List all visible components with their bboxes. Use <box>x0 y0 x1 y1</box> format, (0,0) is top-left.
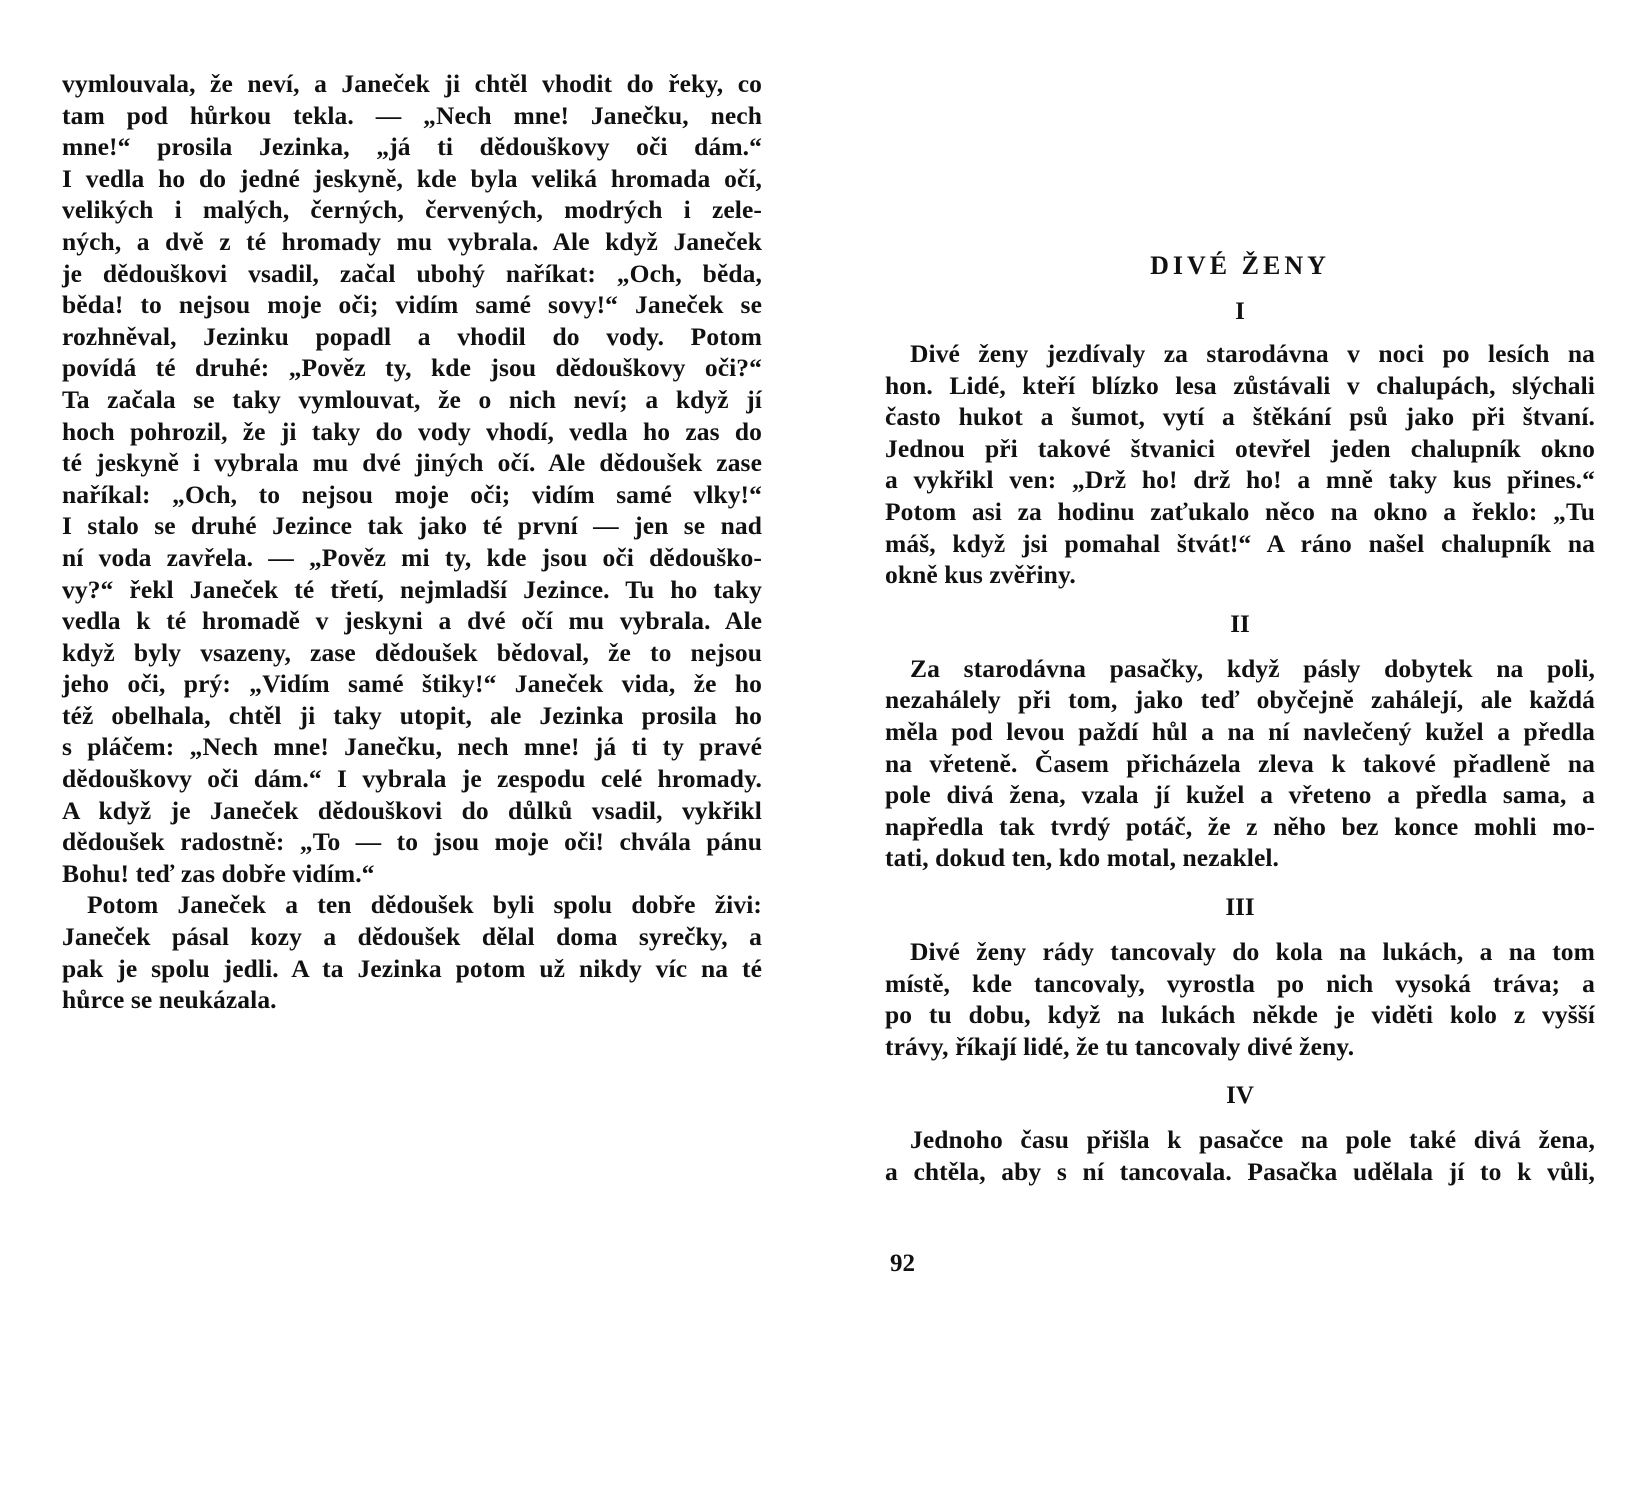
text-line: vedla k té hromadě v jeskyni a dvé očí mu vybrala. Ale <box>62 606 762 636</box>
text-line: když byly vsazeny, zase dědoušek bědoval, že to nejsou <box>62 637 762 667</box>
text-line: okně kus zvěřiny. <box>885 560 1076 590</box>
text-line: Bohu! teď zas dobře vidím.“ <box>62 858 375 888</box>
text-line: Ta začala se taky vymlouvat, že o nich neví; a když jí <box>62 384 762 414</box>
text-line: té jeskyně i vybrala mu dvé jiných očí. Ale dědoušek zase <box>62 448 762 478</box>
text-line: a vykřikl ven: „Drž ho! drž ho! a mně taky kus přines.“ <box>885 465 1595 495</box>
text-line: Potom asi za hodinu zaťukalo něco na okno a řeklo: „Tu <box>885 496 1595 526</box>
text-line: velikých i malých, černých, červených, modrých i zele- <box>62 195 762 225</box>
text-line: též obelhala, chtěl ji taky utopit, ale Jezinka prosila ho <box>62 700 762 730</box>
text-line: hon. Lidé, kteří blízko lesa zůstávali v chalupách, slýchali <box>885 370 1595 400</box>
text-line: tam pod hůrkou tekla. — „Nech mne! Janečku, nech <box>62 100 762 130</box>
text-line: I vedla ho do jedné jeskyně, kde byla veliká hromada očí, <box>62 163 762 193</box>
text-line: rozhněval, Jezinku popadl a vhodil do vody. Potom <box>62 321 762 351</box>
text-line: ní voda zavřela. — „Pověz mi ty, kde jsou oči dědouško- <box>62 542 762 572</box>
text-line: na vřeteně. Časem přicházela zleva k takové přadleně na <box>885 748 1595 778</box>
section-paragraph <box>885 338 1595 591</box>
section-number: IV <box>1226 1082 1254 1110</box>
text-line: máš, když jsi pomahal štvát!“ A ráno našel chalupník na <box>885 528 1595 558</box>
page-number: 92 <box>890 1250 915 1277</box>
text-line: běda! to nejsou moje oči; vidím samé sovy!“ Janeček se <box>62 290 762 320</box>
section-paragraph <box>885 1124 1595 1187</box>
section-number: III <box>1225 893 1255 921</box>
text-line: dědoušek radostně: „To — to jsou moje oči! chvála pánu <box>62 827 762 857</box>
text-line: Divé ženy jezdívaly za starodávna v noci po lesích na <box>910 339 1595 368</box>
text-line: je dědouškovi vsadil, začal ubohý naříkat: „Och, běda, <box>62 258 762 288</box>
text-line: jeho oči, prý: „Vidím samé štiky!“ Janeček vida, že ho <box>62 669 762 699</box>
text-line: Za starodávna pasačky, když pásly dobytek na poli, <box>910 653 1595 683</box>
right-page <box>885 250 1595 1205</box>
left-page <box>62 68 762 1016</box>
section-number: I <box>1235 298 1245 325</box>
section-paragraph <box>885 653 1595 874</box>
text-line: a chtěla, aby s ní tancovala. Pasačka udělala jí to k vůli, <box>885 1156 1595 1186</box>
text-line: nezahálely při tom, jako teď obyčejně zahálejí, ale každá <box>885 685 1595 715</box>
text-line: Divé ženy rády tancovaly do kola na lukách, a na tom <box>910 936 1595 966</box>
text-line: Potom Janeček a ten dědoušek byli spolu dobře živi: <box>87 890 762 920</box>
text-line: Jednoho času přišla k pasačce na pole také divá žena, <box>910 1125 1595 1155</box>
text-line: místě, kde tancovaly, vyrostla po nich vysoká tráva; a <box>885 968 1595 998</box>
chapter-title: DIVÉ ŽENY <box>1150 251 1330 280</box>
text-line: hůrce se neukázala. <box>62 985 277 1015</box>
text-line: pak je spolu jedli. A ta Jezinka potom už nikdy víc na té <box>62 953 762 983</box>
section-paragraph <box>885 936 1595 1062</box>
text-line: tati, dokud ten, kdo motal, nezaklel. <box>885 843 1280 873</box>
text-line: Janeček pásal kozy a dědoušek dělal doma syrečky, a <box>62 922 762 952</box>
text-line: s pláčem: „Nech mne! Janečku, nech mne! já ti ty pravé <box>62 732 762 762</box>
text-line: ných, a dvě z té hromady mu vybrala. Ale když Janeček <box>62 226 762 256</box>
text-line: hoch pohrozil, že ji taky do vody vhodí, vedla ho zas do <box>62 416 762 446</box>
text-line: napředla tak tvrdý potáč, že z něho bez konce mohli mo- <box>885 811 1595 841</box>
text-line: pole divá žena, vzala jí kužel a vřeteno a předla sama, a <box>885 780 1595 810</box>
text-line: A když je Janeček dědouškovi do důlků vsadil, vykřikl <box>62 795 762 825</box>
text-line: naříkal: „Och, to nejsou moje oči; vidím samé vlky!“ <box>62 479 762 509</box>
text-line: měla pod levou paždí hůl a na ní navlečený kužel a předla <box>885 716 1595 746</box>
text-line: často hukot a šumot, vytí a štěkání psů jako při štvaní. <box>885 402 1595 432</box>
text-line: vymlouvala, že neví, a Janeček ji chtěl vhodit do řeky, co <box>62 69 762 98</box>
text-line: Jednou při takové štvanici otevřel jeden chalupník okno <box>885 433 1595 463</box>
text-line: vy?“ řekl Janeček té třetí, nejmladší Jezince. Tu ho taky <box>62 574 762 604</box>
section-number: II <box>1230 610 1250 638</box>
text-line: trávy, říkají lidé, že tu tancovaly divé ženy. <box>885 1031 1355 1061</box>
text-line: po tu dobu, když na lukách někde je viděti kolo z vyšší <box>885 1000 1595 1030</box>
text-line: I stalo se druhé Jezince tak jako té první — jen se nad <box>62 511 762 541</box>
text-line: povídá té druhé: „Pověz ty, kde jsou dědouškovy oči?“ <box>62 353 762 383</box>
text-line: mne!“ prosila Jezinka, „já ti dědouškovy oči dám.“ <box>62 132 762 162</box>
text-line: dědouškovy oči dám.“ I vybrala je zespodu celé hromady. <box>62 764 762 794</box>
